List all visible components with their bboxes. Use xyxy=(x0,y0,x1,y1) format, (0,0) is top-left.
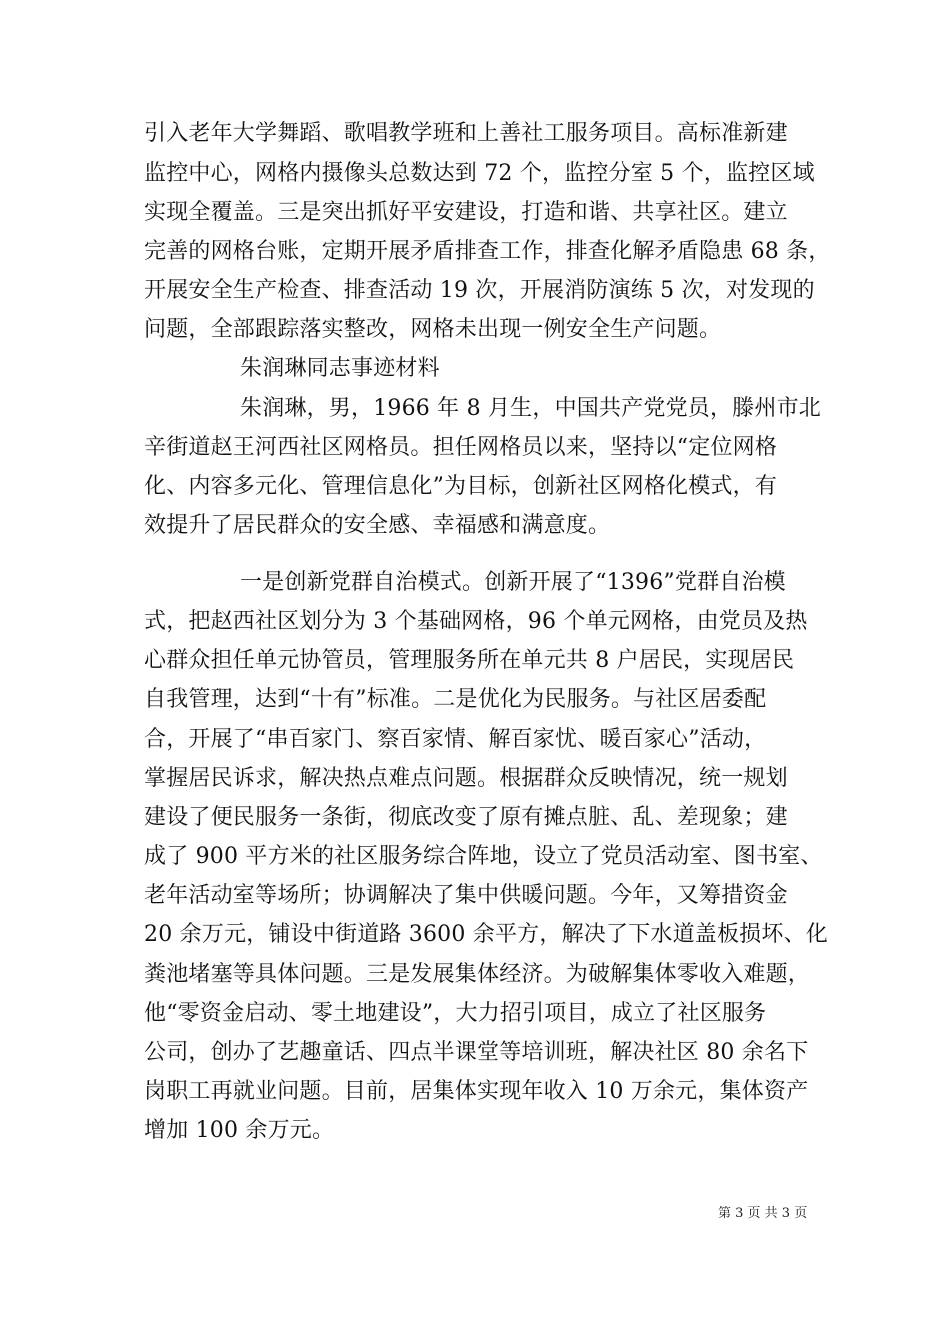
text-line: 一是创新党群自治模式。创新开展了“1396”党群自治模 xyxy=(240,570,786,595)
text-line: 问题，全部跟踪落实整改，网格未出现一例安全生产问题。 xyxy=(144,317,722,342)
text-line: 岗职工再就业问题。目前，居集体实现年收入 10 万余元，集体资产 xyxy=(144,1079,809,1104)
text-line: 他“零资金启动、零土地建设”，大力招引项目，成立了社区服务 xyxy=(144,1001,767,1026)
text-line: 朱润琳，男，1966 年 8 月生，中国共产党党员，滕州市北 xyxy=(240,396,821,421)
text-line: 引入老年大学舞蹈、歌唱教学班和上善社工服务项目。高标准新建 xyxy=(144,121,788,146)
text-line: 自我管理，达到“十有”标准。二是优化为民服务。与社区居委配 xyxy=(144,687,767,712)
text-line: 心群众担任单元协管员，管理服务所在单元共 8 户居民，实现居民 xyxy=(144,648,795,673)
text-line: 合，开展了“串百家门、察百家情、解百家忧、暖百家心”活动， xyxy=(144,727,767,752)
section-title: 朱润琳同志事迹材料 xyxy=(240,356,440,381)
text-line: 成了 900 平方米的社区服务综合阵地，设立了党员活动室、图书室、 xyxy=(144,844,823,869)
text-line: 效提升了居民群众的安全感、幸福感和满意度。 xyxy=(144,513,611,538)
text-line: 完善的网格台账，定期开展矛盾排查工作，排查化解矛盾隐患 68 条， xyxy=(144,239,831,264)
text-line: 监控中心，网格内摄像头总数达到 72 个，监控分室 5 个，监控区域 xyxy=(144,161,815,186)
text-line: 式，把赵西社区划分为 3 个基础网格，96 个单元网格，由党员及热 xyxy=(144,609,808,634)
text-line: 建设了便民服务一条街，彻底改变了原有摊点脏、乱、差现象；建 xyxy=(144,805,788,830)
text-line: 粪池堵塞等具体问题。三是发展集体经济。为破解集体零收入难题， xyxy=(144,962,811,987)
text-line: 实现全覆盖。三是突出抓好平安建设，打造和谐、共享社区。建立 xyxy=(144,200,788,225)
text-line: 化、内容多元化、管理信息化”为目标，创新社区网格化模式，有 xyxy=(144,474,778,499)
text-line: 公司，创办了艺趣童话、四点半课堂等培训班，解决社区 80 余名下 xyxy=(144,1040,809,1065)
text-line: 老年活动室等场所；协调解决了集中供暖问题。今年，又筹措资金 xyxy=(144,883,788,908)
text-line: 掌握居民诉求，解决热点难点问题。根据群众反映情况，统一规划 xyxy=(144,766,788,791)
text-line: 增加 100 余万元。 xyxy=(144,1118,335,1143)
text-line: 20 余万元，铺设中街道路 3600 余平方，解决了下水道盖板损坏、化 xyxy=(144,922,828,947)
text-line: 开展安全生产检查、排查活动 19 次，开展消防演练 5 次，对发现的 xyxy=(144,278,815,303)
page-number-footer: 第 3 页 共 3 页 xyxy=(718,1206,808,1221)
text-line: 辛街道赵王河西社区网格员。担任网格员以来，坚持以“定位网格 xyxy=(144,435,778,460)
